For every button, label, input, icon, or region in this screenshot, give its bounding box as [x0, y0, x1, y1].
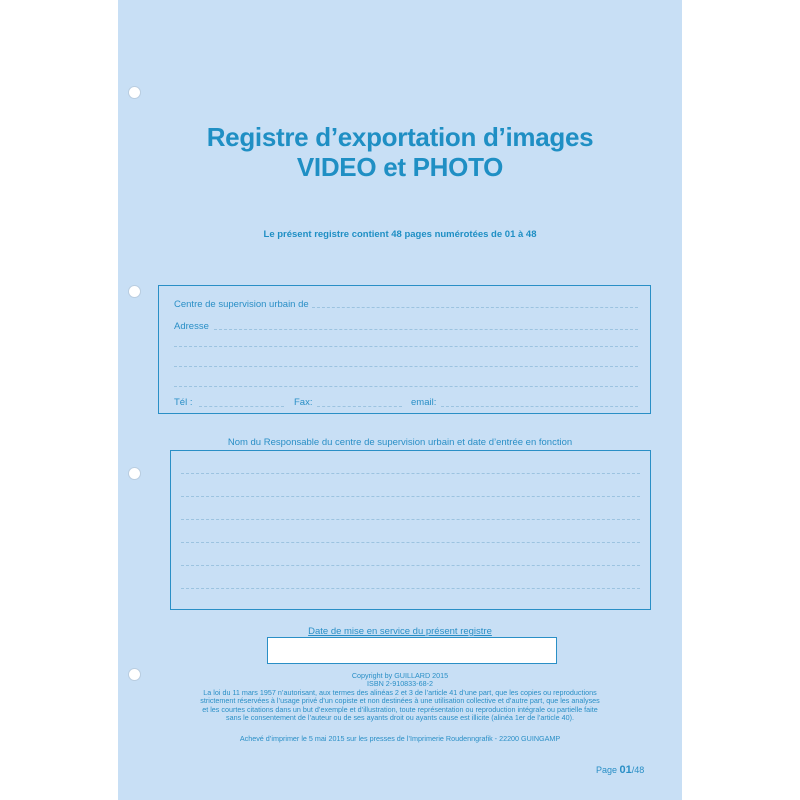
- fax-label: Fax:: [294, 397, 313, 408]
- legal-line-1: La loi du 11 mars 1957 n’autorisant, aux termes des alinéas 2 et 3 de l’article 41 d’une part, que les copies ou reproductions: [203, 687, 597, 697]
- legal-line-3: et les courtes citations dans un but d’exemple et d’illustration, toute représentation ou reproduction intégrale ou partielle faite: [202, 704, 598, 714]
- legal-notice: [158, 672, 642, 722]
- service-date-label: Date de mise en service du présent registre: [308, 626, 492, 637]
- register-page: [118, 0, 682, 800]
- address-field-line-4[interactable]: [174, 386, 638, 387]
- page-title: [118, 122, 682, 182]
- legal-line-2: strictement réservées à l’usage privé d’un copiste et non destinées à une utilisation collective et d’autre part, que les analyses: [200, 696, 600, 706]
- responsable-line-6[interactable]: [181, 588, 640, 589]
- page-current: 01: [619, 764, 632, 776]
- responsable-line-1[interactable]: [181, 473, 640, 474]
- printed-by-text: Achevé d’imprimer le 5 mai 2015 sur les presses de l’Imprimerie Roudenngrafik - 22200 GUINGAMP: [239, 734, 561, 743]
- legal-line-4: sans le consentement de l’auteur ou de ses ayants droit ou ayants cause est illicite (alinéa 1er de l’article 40).: [226, 713, 574, 723]
- title-line-2: VIDEO et PHOTO: [296, 152, 504, 182]
- page-total: /48: [631, 765, 645, 775]
- service-date-field[interactable]: [267, 637, 557, 664]
- intro-text: Le présent registre contient 48 pages numérotées de 01 à 48: [263, 229, 537, 240]
- responsable-box: [170, 450, 651, 610]
- address-field-line-3[interactable]: [174, 366, 638, 367]
- center-field[interactable]: [312, 307, 638, 308]
- tel-label: Tél :: [174, 397, 193, 408]
- responsable-line-2[interactable]: [181, 496, 640, 497]
- page-number: [596, 764, 644, 776]
- punch-hole-3: [128, 467, 141, 480]
- responsable-line-4[interactable]: [181, 542, 640, 543]
- center-label: Centre de supervision urbain de: [174, 299, 309, 310]
- page-prefix: Page: [596, 765, 620, 775]
- address-field-line-2[interactable]: [174, 346, 638, 347]
- isbn-text: ISBN 2-910833-68-2: [367, 679, 433, 689]
- tel-field[interactable]: [199, 406, 284, 407]
- address-box: [158, 285, 651, 414]
- email-field[interactable]: [441, 406, 638, 407]
- punch-hole-1: [128, 86, 141, 99]
- responsable-heading: Nom du Responsable du centre de supervision urbain et date d’entrée en fonction: [227, 437, 573, 448]
- punch-hole-4: [128, 668, 141, 681]
- email-label: email:: [411, 397, 437, 408]
- copyright-text: Copyright by GUILLARD 2015: [351, 671, 449, 680]
- fax-field[interactable]: [317, 406, 402, 407]
- address-field[interactable]: [214, 329, 638, 330]
- address-label: Adresse: [174, 321, 209, 332]
- responsable-line-5[interactable]: [181, 565, 640, 566]
- title-line-1: Registre d’exportation d’images: [206, 122, 594, 152]
- responsable-line-3[interactable]: [181, 519, 640, 520]
- punch-hole-2: [128, 285, 141, 298]
